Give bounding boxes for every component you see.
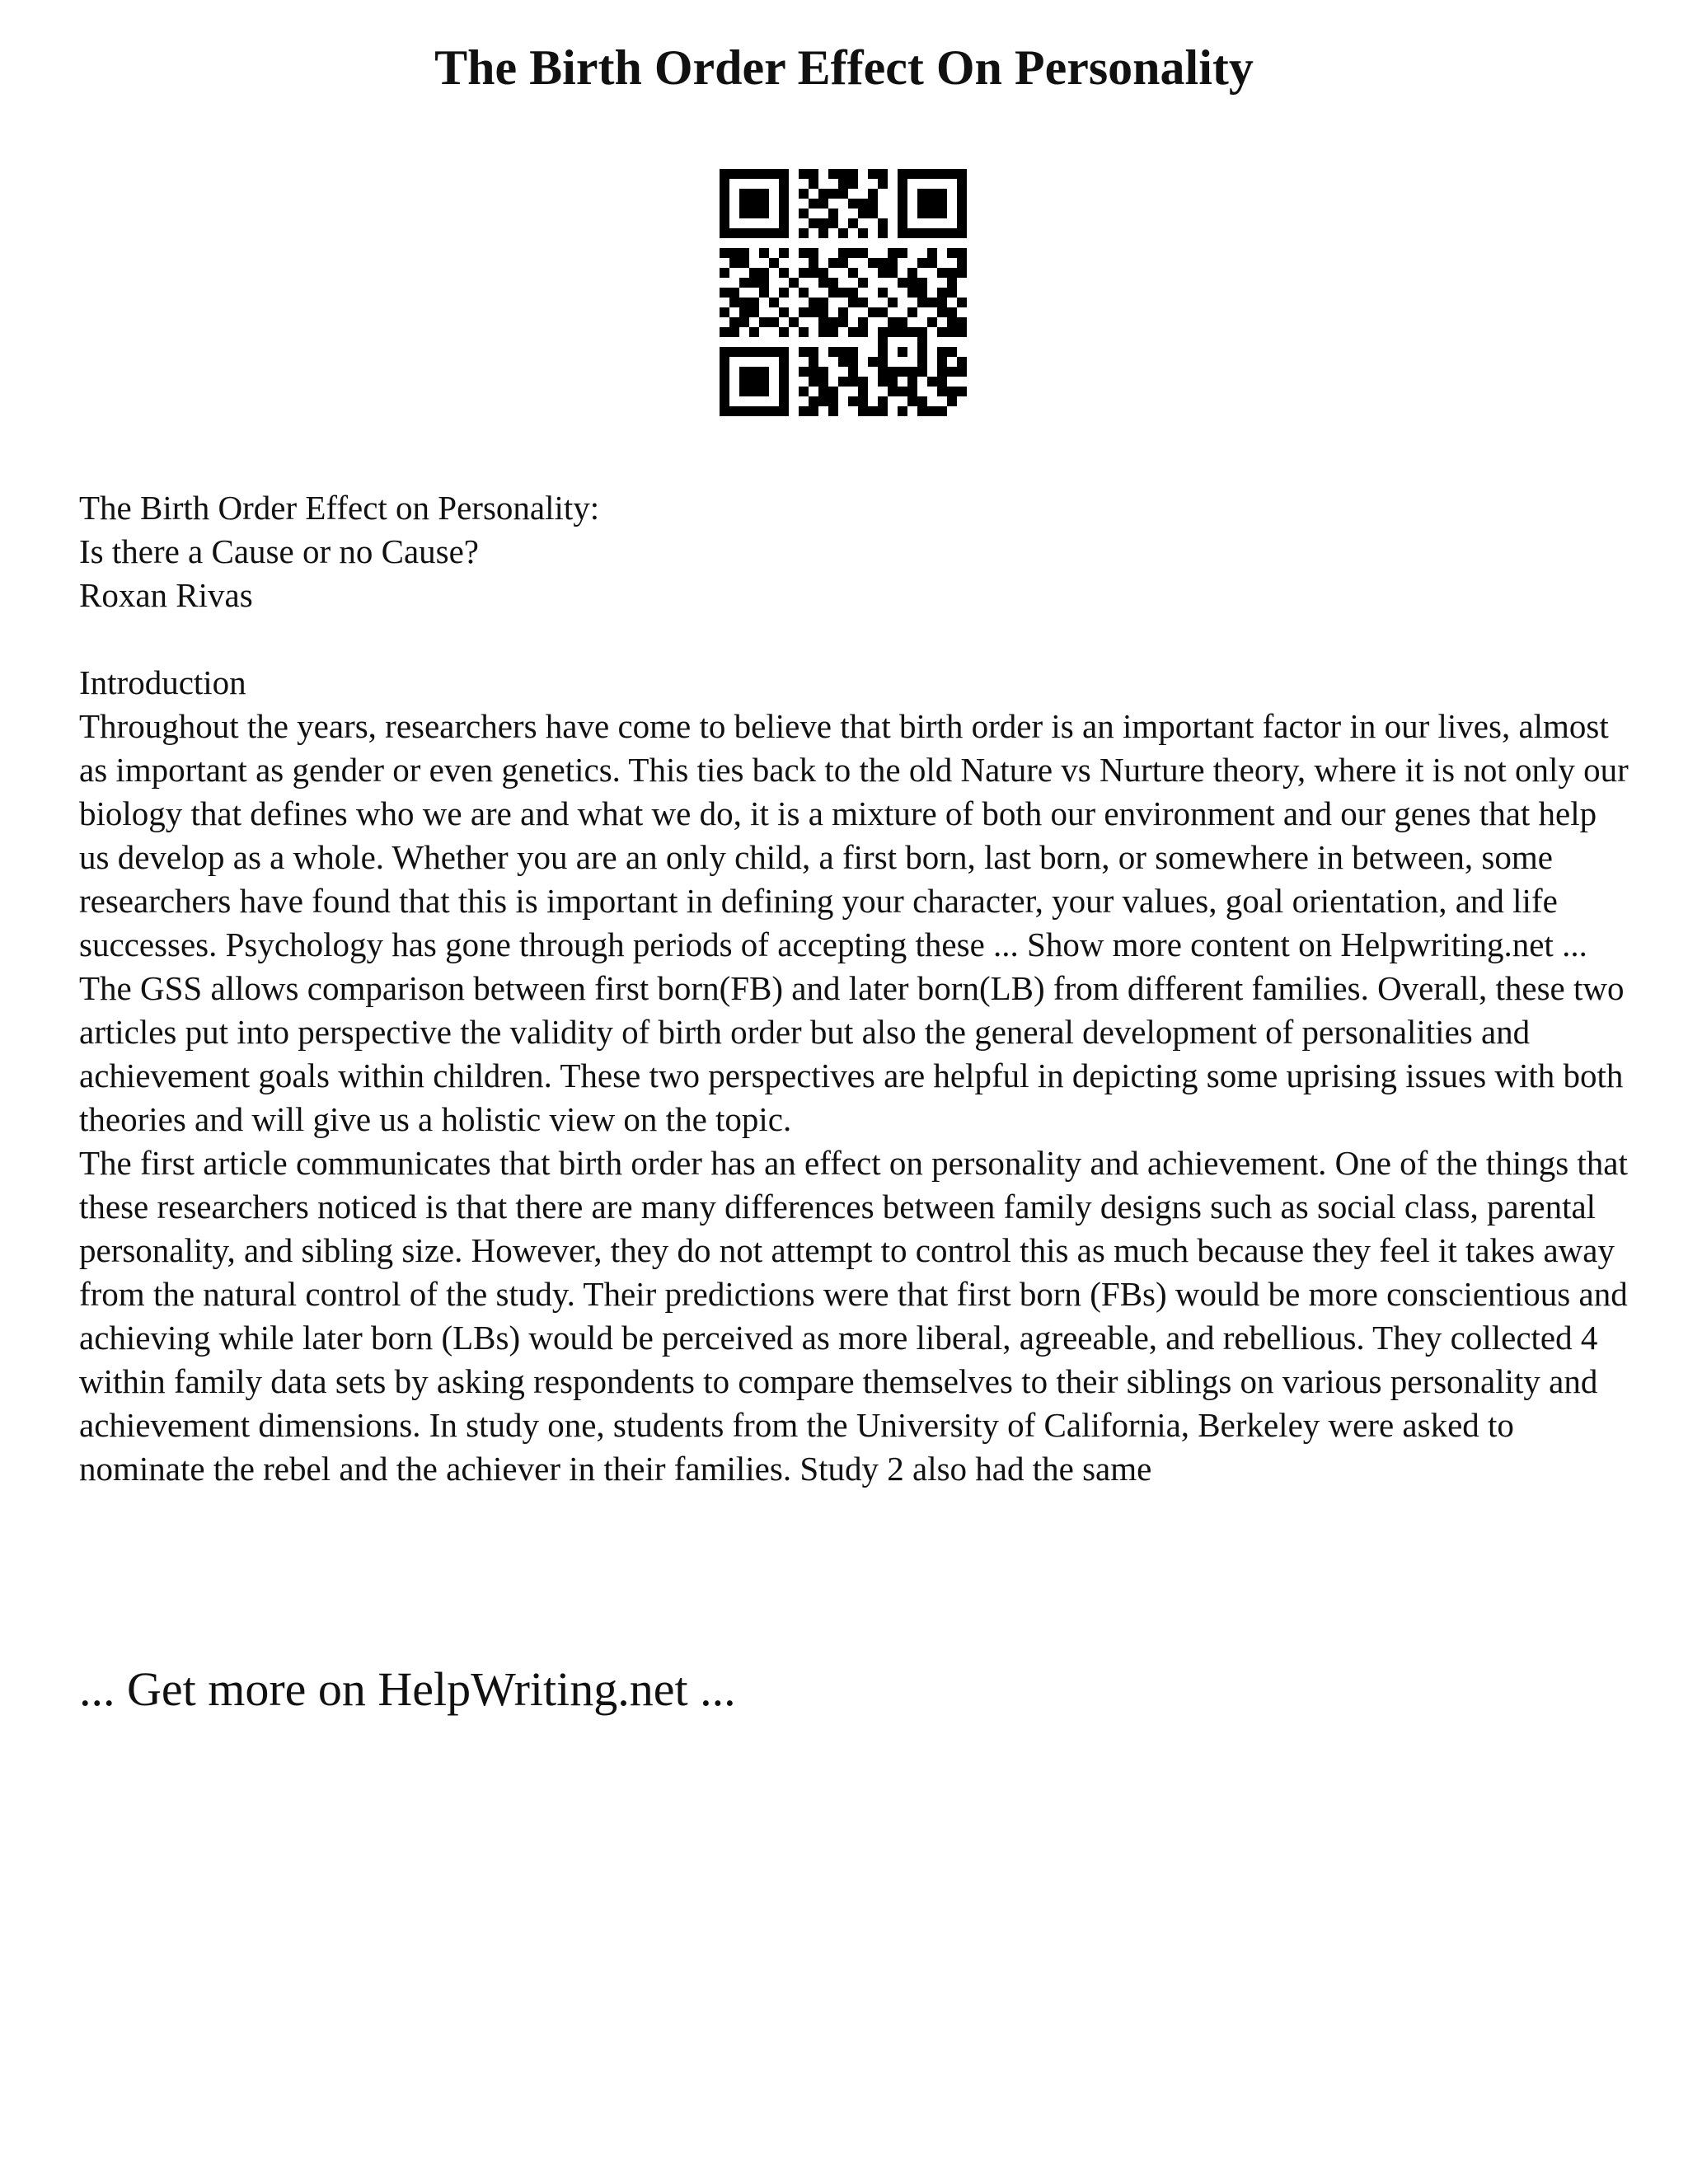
qr-code-icon	[720, 169, 967, 416]
document-title: The Birth Order Effect On Personality	[434, 40, 1254, 95]
document-body	[79, 486, 1629, 1491]
author-name: Roxan Rivas	[79, 576, 253, 614]
get-more-link[interactable]: ... Get more on HelpWriting.net ...	[79, 1662, 736, 1716]
paragraph-first-article: The first article communicates that birth order has an effect on personality and achievement. One of the things that these researchers noticed is that there are many differences between family designs such as social class, parental personality, and sibling size. However, they do not attempt to control this as much because they feel it takes away from the natural control of the study. Their predictions were that first born (FBs) would be more conscientious and achieving while later born (LBs) would be perceived as more liberal, agreeable, and rebellious. They collected 4 within family data sets by asking respondents to compare themselves to their siblings on various personality and achievement dimensions. In study one, students from the University of California, Berkeley were asked to nominate the rebel and the achiever in their families. Study 2 also had the same	[79, 1144, 1628, 1488]
paragraph-gss: The GSS allows comparison between first born(FB) and later born(LB) from different families. Overall, these two articles put into perspective the validity of birth order but also the general development of personalities and achievement goals within children. These two perspectives are helpful in depicting some uprising issues with both theories and will give us a holistic view on the topic.	[79, 969, 1625, 1138]
essay-subtitle-line: Is there a Cause or no Cause?	[79, 532, 479, 570]
paragraph-intro: Throughout the years, researchers have come to believe that birth order is an important factor in our lives, almost as important as gender or even genetics. This ties back to the old Nature vs Nurture theory, where it is not only our biology that defines who we are and what we do, it is a mixture of both our environment and our genes that help us develop as a whole. Whether you are an only child, a first born, last born, or somewhere in between, some researchers have found that this is important in defining your character, your values, goal orientation, and life successes. Psychology has gone through periods of accepting these ... Show more content on Helpwriting.net ...	[79, 707, 1629, 963]
section-heading: Introduction	[79, 663, 246, 701]
essay-title-line: The Birth Order Effect on Personality:	[79, 489, 600, 527]
spacer	[79, 617, 1629, 661]
